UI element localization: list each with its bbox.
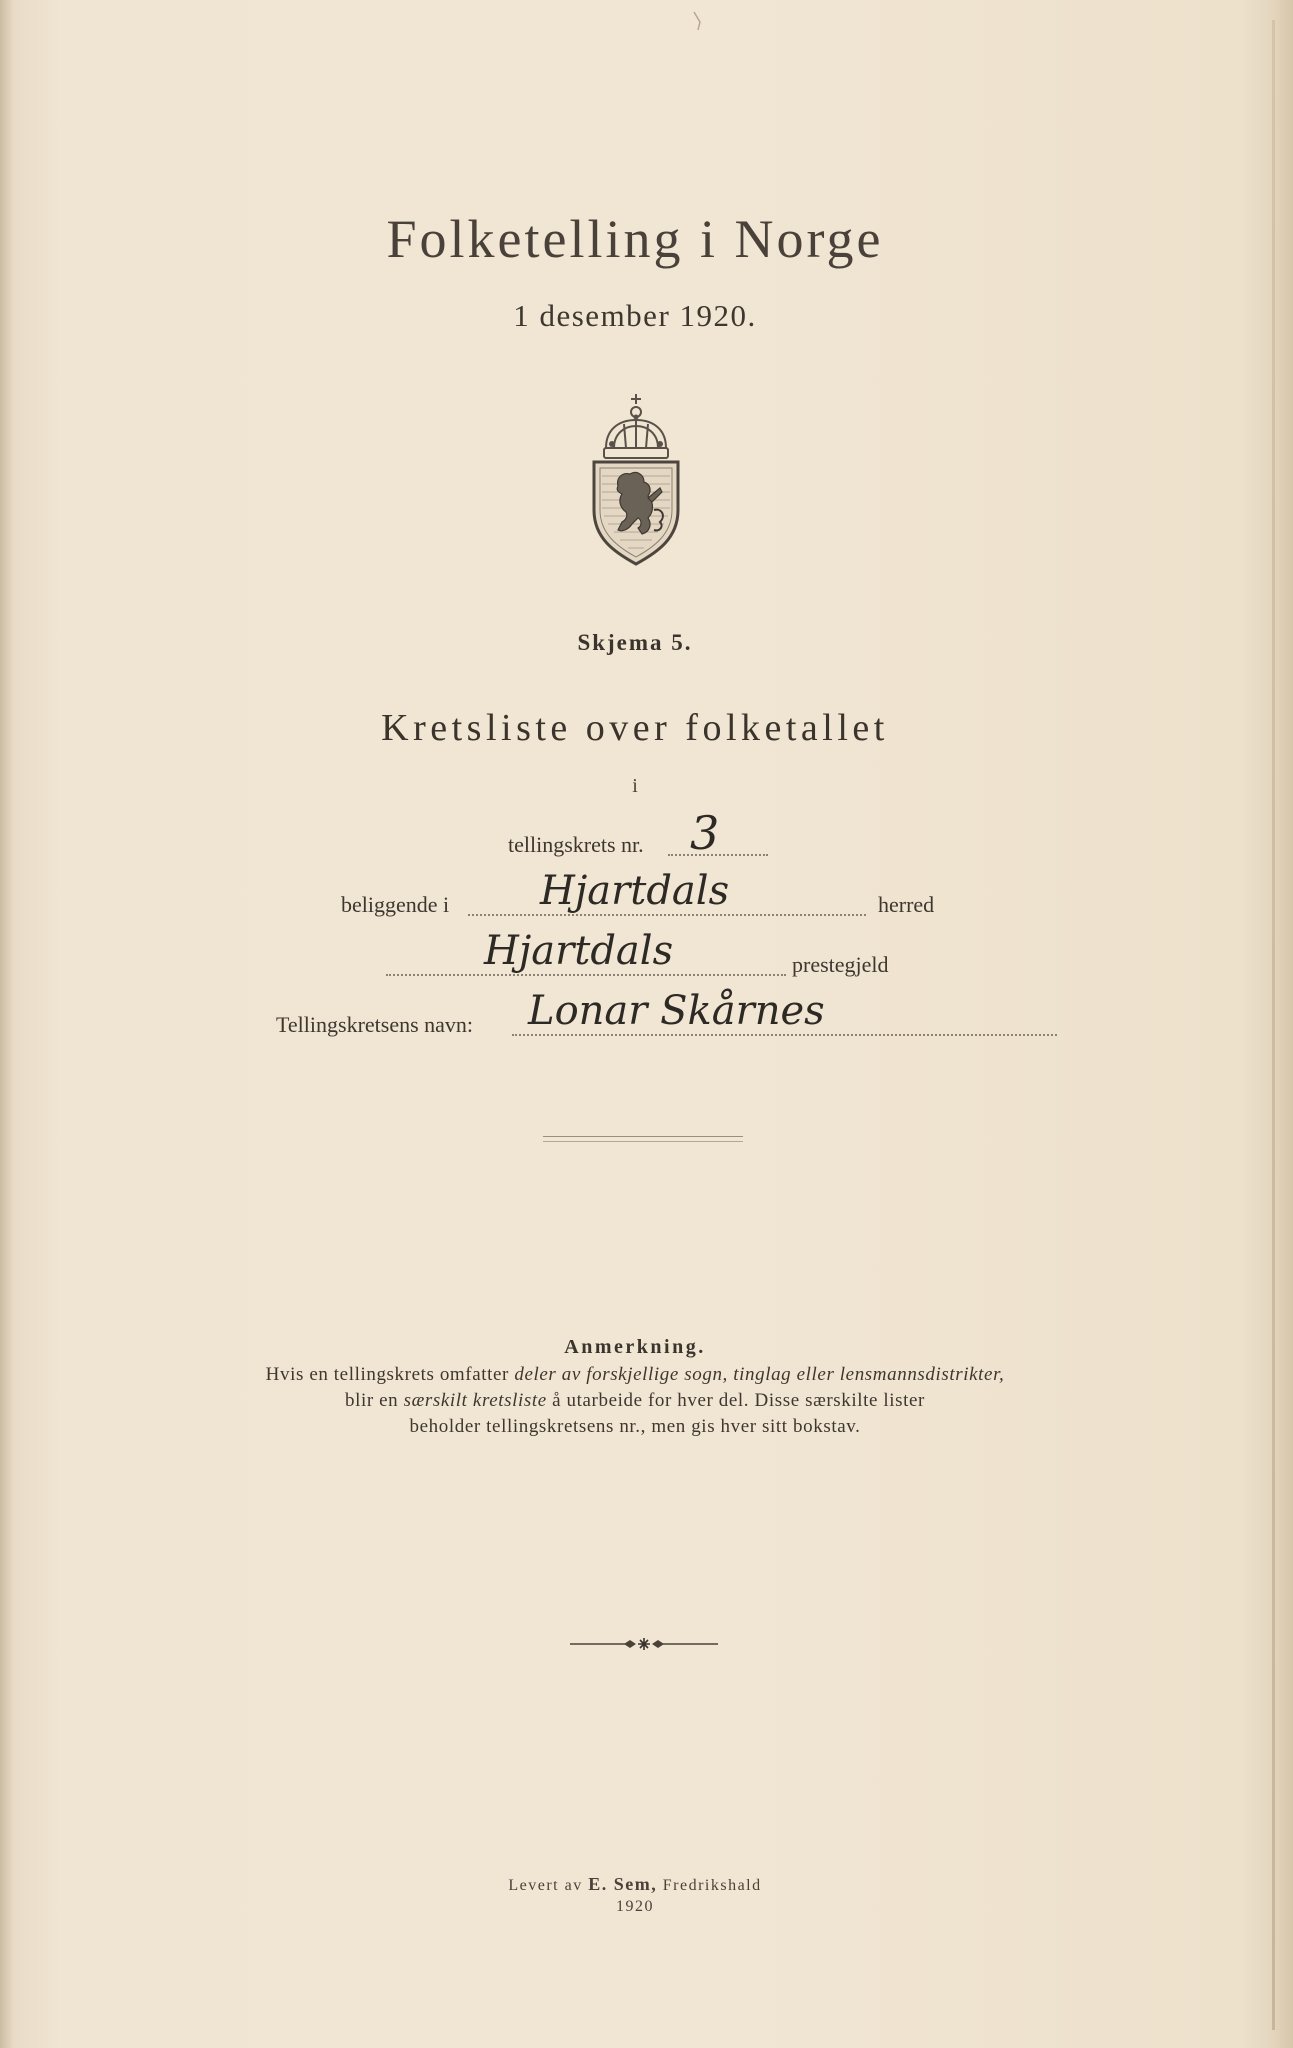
note-line-2-text-b: å utarbeide for hver del. Disse særskilte lister: [546, 1390, 925, 1411]
preposition-label: i: [632, 775, 638, 797]
note-line-1-italic: deler av forskjellige sogn, tinglag eller lensmannsdistrikter,: [514, 1364, 1005, 1385]
printer-name: E. Sem,: [588, 1874, 658, 1894]
note-heading: Anmerkning.: [564, 1336, 706, 1358]
note-line-2-italic: særskilt kretsliste: [403, 1390, 547, 1411]
prestegjeld-value: Hjartdals: [484, 928, 674, 974]
note-line-1: [0, 1364, 1270, 1386]
divider-rule: [543, 1136, 743, 1137]
printer-credit: [0, 1874, 1270, 1895]
navn-line: [512, 1034, 1057, 1036]
beliggende-line: [468, 914, 866, 916]
ornament-divider-icon: [568, 1636, 720, 1652]
paper-edge: [1276, 0, 1293, 2048]
note-line-1-text: Hvis en tellingskrets omfatter: [265, 1364, 515, 1385]
printer-place: Fredrikshald: [657, 1877, 762, 1894]
note-line-2-text-a: blir en: [345, 1390, 404, 1411]
printer-prefix: Levert av: [508, 1877, 589, 1894]
paper-tear-mark: [690, 10, 710, 32]
page-title: Folketelling i Norge: [386, 209, 884, 269]
printer-year: 1920: [616, 1898, 654, 1915]
norwegian-coat-of-arms-icon: [588, 390, 684, 566]
prestegjeld-line: [386, 974, 786, 976]
tellingskrets-label: tellingskrets nr.: [508, 832, 644, 857]
census-date: 1 desember 1920.: [513, 298, 757, 333]
beliggende-value: Hjartdals: [540, 868, 730, 914]
tellingskrets-value: 3: [690, 806, 720, 860]
prestegjeld-label: prestegjeld: [792, 952, 889, 977]
herred-label: herred: [878, 892, 935, 917]
note-line-2: [0, 1390, 1270, 1412]
divider-rule: [543, 1141, 743, 1142]
beliggende-label: beliggende i: [341, 892, 450, 917]
form-number: Skjema 5.: [577, 630, 693, 655]
form-heading: Kretsliste over folketallet: [381, 707, 889, 749]
note-line-3: beholder tellingskretsens nr., men gis hver sitt bokstav.: [409, 1416, 861, 1437]
navn-value: Lonar Skårnes: [528, 988, 825, 1034]
navn-label: Tellingskretsens navn:: [276, 1012, 474, 1037]
paper-fold: [1272, 20, 1275, 2030]
